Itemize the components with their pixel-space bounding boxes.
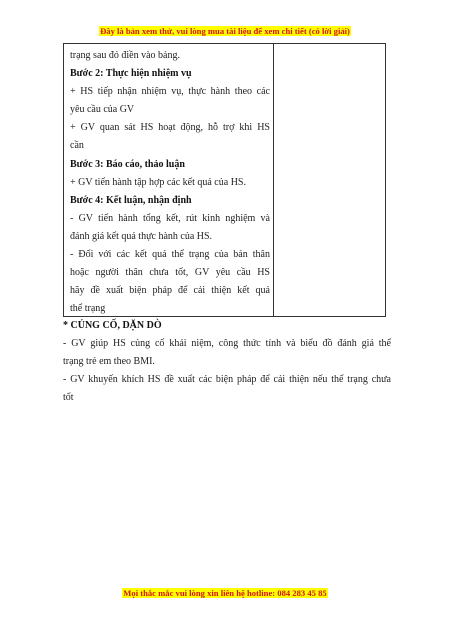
step-heading <box>70 65 270 83</box>
step-heading-text: Bước 2: Thực hiện nhiệm vụ <box>70 68 192 80</box>
consolidation-lines <box>63 335 391 407</box>
table-text-line: thể trạng <box>70 303 106 315</box>
table-text-line: hoặc người thân chưa tốt, GV yêu cầu HS <box>70 267 270 279</box>
table-column-divider <box>273 44 274 316</box>
step-heading <box>70 192 270 210</box>
hotline-banner <box>0 588 450 598</box>
table-text-line: + GV tiến hành tập hợp các kết quả của HS. <box>70 176 246 188</box>
table-text-line: hãy đề xuất biện pháp để cải thiện kết quả <box>70 285 270 297</box>
step-heading-text: Bước 4: Kết luận, nhận định <box>70 194 192 206</box>
preview-banner <box>0 26 450 36</box>
consolidation-section <box>63 317 391 407</box>
table-text-line: + HS tiếp nhận nhiệm vụ, thực hành theo các <box>70 86 270 98</box>
consolidation-line: trạng trẻ em theo BMI. <box>63 356 155 368</box>
preview-banner-text: Đây là bản xem thử, vui lòng mua tài liệu để xem chi tiết (có lời giải) <box>100 26 350 36</box>
consolidation-line: - GV khuyến khích HS đề xuất các biện pháp để cải thiện nếu thể trạng chưa <box>63 374 391 386</box>
step-heading <box>70 156 270 174</box>
table-text-line: trạng sau đó điền vào bảng. <box>70 50 180 61</box>
table-text-line: - GV tiến hành tổng kết, rút kinh nghiệm và <box>70 212 270 224</box>
table-text-line: cần <box>70 140 84 152</box>
table-left-cell <box>70 47 270 318</box>
table-text-line: - Đối với các kết quả thể trạng của bản thân <box>70 249 270 261</box>
hotline-banner-text: Mọi thắc mắc vui lòng xin liên hệ hotline: 084 283 45 85 <box>123 588 327 598</box>
lesson-table <box>63 43 386 317</box>
consolidation-line: tốt <box>63 392 74 404</box>
consolidation-line: - GV giúp HS củng cố khái niệm, công thức tính và biểu đồ đánh giá thể <box>63 338 391 350</box>
table-text-line: yêu cầu của GV <box>70 104 135 116</box>
table-text-line: đánh giá kết quả thực hành của HS. <box>70 230 213 242</box>
table-text-line: + GV quan sát HS hoạt động, hỗ trợ khi HS <box>70 122 270 134</box>
step-heading-text: Bước 3: Báo cáo, thảo luận <box>70 158 185 170</box>
consolidation-heading: * CỦNG CỐ, DẶN DÒ <box>63 320 162 331</box>
